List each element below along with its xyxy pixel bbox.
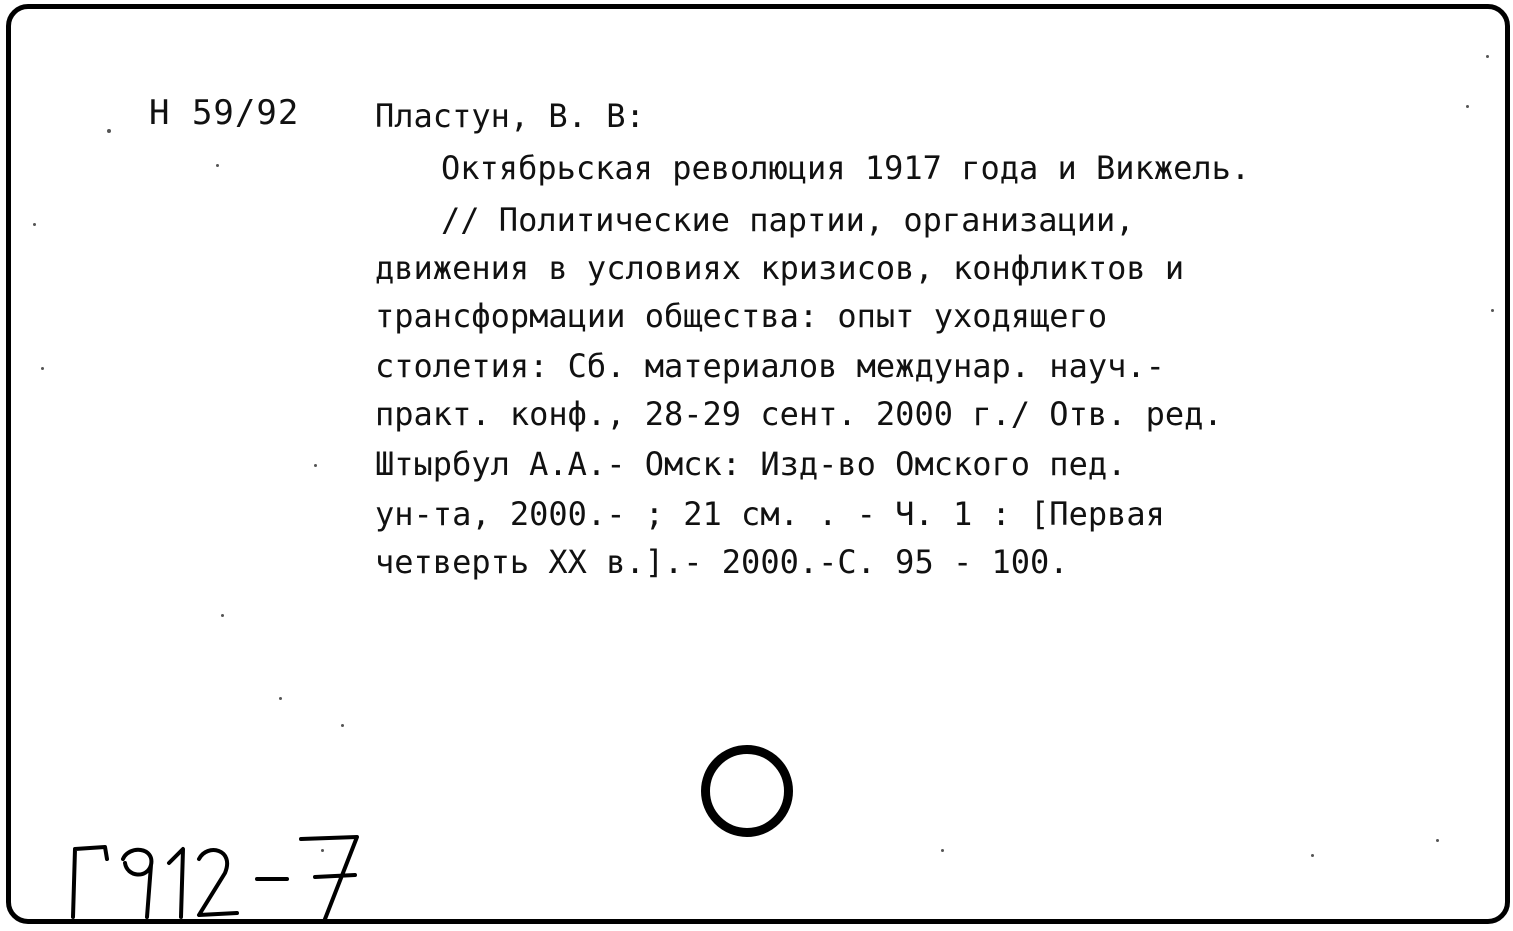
speck [279, 697, 282, 700]
speck [341, 724, 344, 727]
speck [1436, 839, 1439, 842]
speck [107, 129, 111, 133]
entry-line-5: трансформации общества: опыт уходящего [375, 297, 1108, 335]
speck [221, 614, 224, 617]
shelfmark: Н 59/92 [149, 93, 300, 133]
speck [314, 464, 317, 467]
speck [1466, 105, 1469, 108]
handwritten-code [65, 819, 385, 929]
card-punch-hole [701, 745, 793, 837]
entry-line-7: практ. конф., 28-29 сент. 2000 г./ Отв. ред. [375, 395, 1223, 433]
entry-line-3: // Политические партии, организации, [441, 201, 1135, 239]
entry-line-6: столетия: Сб. материалов междунар. науч.- [375, 347, 1165, 385]
speck [33, 223, 36, 226]
speck [941, 849, 944, 852]
entry-line-8: Штырбул А.А.- Омск: Изд-во Омского пед. [375, 445, 1127, 483]
entry-line-10: четверть XX в.].- 2000.-С. 95 - 100. [375, 543, 1069, 581]
title-line: Октябрьская революция 1917 года и Викжель. [441, 149, 1251, 187]
entry-line-9: ун-та, 2000.- ; 21 см. . - Ч. 1 : [Первая [375, 495, 1165, 533]
entry-line-4: движения в условиях кризисов, конфликтов и [375, 249, 1185, 287]
speck [321, 849, 324, 852]
speck [41, 367, 44, 370]
author-line: Пластун, В. В: [375, 97, 645, 135]
speck [216, 164, 219, 167]
catalog-card [6, 4, 1510, 924]
speck [1491, 309, 1494, 312]
speck [1486, 55, 1489, 58]
speck [1311, 854, 1314, 857]
